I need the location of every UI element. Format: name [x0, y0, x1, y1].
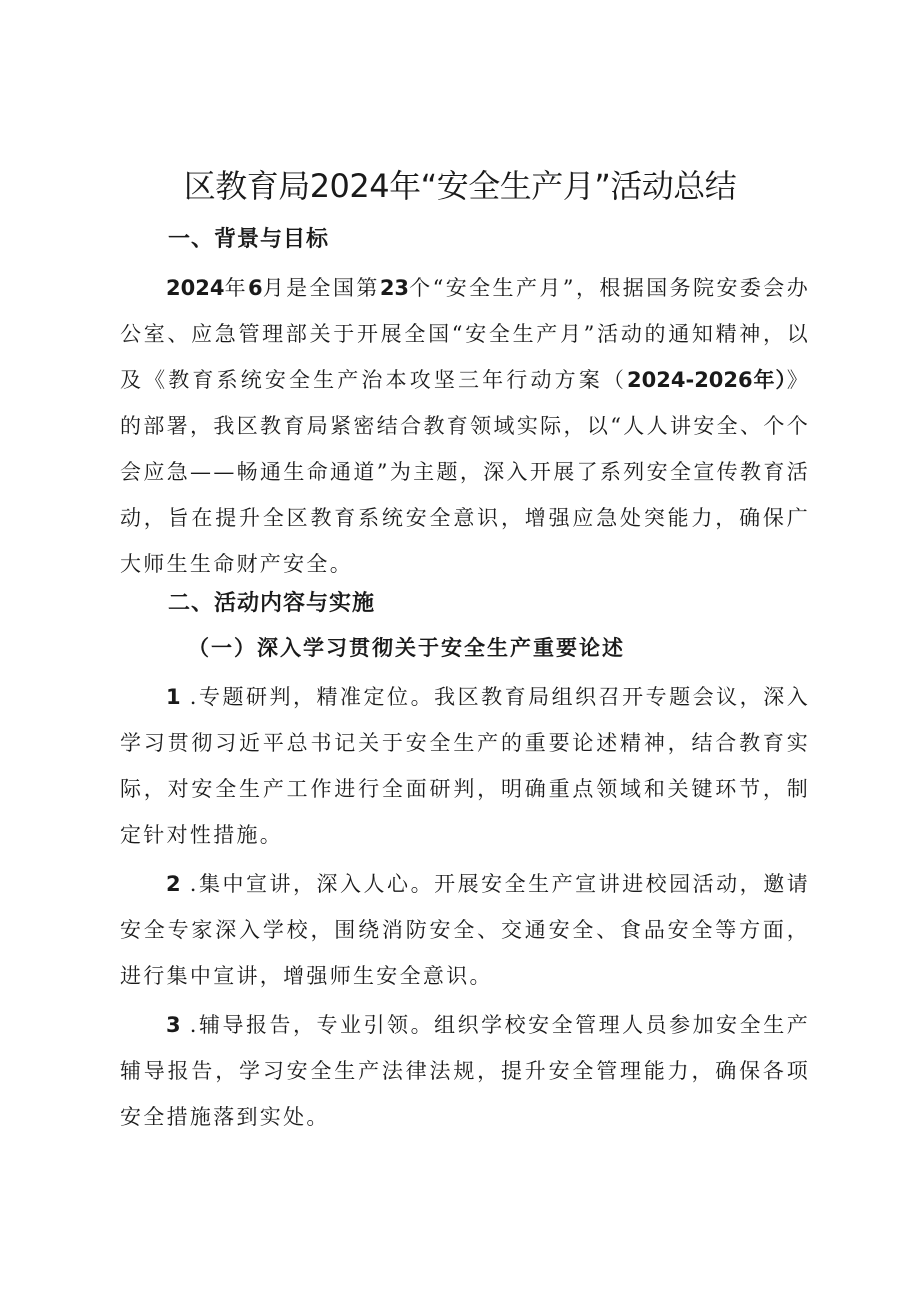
- intro-text-a: 月是全国第: [262, 276, 380, 300]
- intro-month: 6: [247, 276, 263, 300]
- document-title: 区教育局2024年“安全生产月”活动总结: [183, 167, 737, 205]
- activity-item-text: .辅导报告，专业引领。组织学校安全管理人员参加安全生产辅导报告，学习安全生产法律法规，提升安全管理能力，确保各项安全措施落到实处。: [120, 1013, 810, 1129]
- intro-year-char: 年: [224, 276, 248, 300]
- background-paragraph: [120, 265, 810, 587]
- activity-item-1: [120, 674, 810, 858]
- intro-text-c: 》的部署，我区教育局紧密结合教育领域实际，以“人人讲安全、个个会应急——畅通生命通道”为主题，深入开展了系列安全宣传教育活动，旨在提升全区教育系统安全意识，增强应急处突能力，确保广大师生生命财产安全。: [120, 368, 810, 576]
- activity-item-number: 2: [166, 872, 181, 896]
- section-heading-activities: 二、活动内容与实施: [168, 591, 376, 616]
- activity-item-number: 1: [166, 685, 181, 709]
- intro-count: 23: [379, 276, 410, 300]
- activity-item-2: [120, 861, 810, 999]
- intro-date: 2024: [166, 276, 225, 300]
- activity-item-text: .专题研判，精准定位。我区教育局组织召开专题会议，深入学习贯彻习近平总书记关于安全生产的重要论述精神，结合教育实际，对安全生产工作进行全面研判，明确重点领域和关键环节，制定针对性措施。: [120, 685, 810, 847]
- activity-item-number: 3: [166, 1013, 181, 1037]
- intro-period: 2024-2026年）: [627, 368, 787, 392]
- activity-item-3: [120, 1002, 810, 1140]
- section-heading-background: 一、背景与目标: [168, 227, 330, 252]
- subsection-heading-study: （一）深入学习贯彻关于安全生产重要论述: [188, 635, 625, 660]
- intro-text-b: 个“安全生产月”，根据国务院安委会办公室、应急管理部关于开展全国“安全生产月”活动的通知精神，以及《教育系统安全生产治本攻坚三年行动方案（: [120, 276, 810, 392]
- activity-item-text: .集中宣讲，深入人心。开展安全生产宣讲进校园活动，邀请安全专家深入学校，围绕消防安全、交通安全、食品安全等方面，进行集中宣讲，增强师生安全意识。: [120, 872, 810, 988]
